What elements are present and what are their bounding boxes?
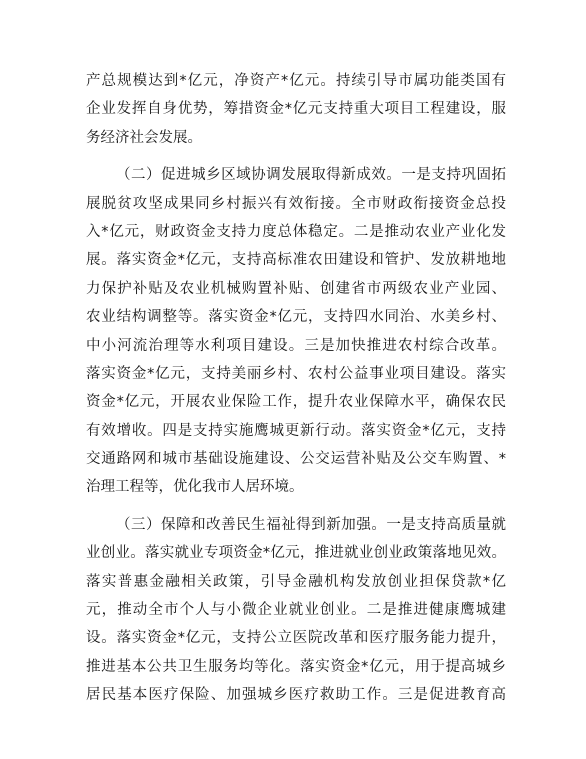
text-line: 居民基本医疗保险、加强城乡医疗救助工作。三是促进教育高 bbox=[86, 687, 506, 704]
text-line: 元，推动全市个人与小微企业就业创业。二是推进健康鹰城建 bbox=[86, 602, 506, 619]
text-line: 治理工程等，优化我市人居环境。 bbox=[86, 479, 304, 496]
paragraph-3 bbox=[86, 511, 506, 710]
paragraph-spacing bbox=[86, 502, 506, 511]
text-line: 推进基本公共卫生服务均等化。落实资金*亿元，用于提高城乡 bbox=[86, 658, 506, 675]
text-line: 业创业。落实就业专项资金*亿元，推进就业创业政策落地见效。 bbox=[86, 545, 506, 562]
text-line: 力保护补贴及农业机械购置补贴、创建省市两级农业产业园、 bbox=[86, 280, 506, 297]
text-line: 展。落实资金*亿元，支持高标准农田建设和管护、发放耕地地 bbox=[86, 252, 506, 269]
paragraph-1 bbox=[86, 67, 506, 152]
text-line: 入*亿元，财政资金支持力度总体稳定。二是推动农业产业化发 bbox=[86, 223, 506, 240]
text-line: 务经济社会发展。 bbox=[86, 129, 202, 146]
text-line: 企业发挥自身优势，筹措资金*亿元支持重大项目工程建设，服 bbox=[86, 101, 506, 118]
text-line: 有效增收。四是支持实施鹰城更新行动。落实资金*亿元，支持 bbox=[86, 422, 506, 439]
text-line: 交通路网和城市基础设施建设、公交运营补贴及公交车购置、* bbox=[86, 451, 506, 468]
text-line: 落实资金*亿元，支持美丽乡村、农村公益事业项目建设。落实 bbox=[86, 365, 506, 382]
text-line: 农业结构调整等。落实资金*亿元，支持四水同治、水美乡村、 bbox=[86, 309, 506, 326]
section-heading-line: （三）保障和改善民生福祉得到新加强。一是支持高质量就 bbox=[116, 516, 506, 533]
text-line: 落实普惠金融相关政策，引导金融机构发放创业担保贷款*亿 bbox=[86, 573, 506, 590]
body-text bbox=[86, 67, 506, 710]
section-heading-line: （二）促进城乡区域协调发展取得新成效。一是支持巩固拓 bbox=[116, 167, 506, 184]
paragraph-2 bbox=[86, 161, 506, 502]
text-line: 产总规模达到*亿元，净资产*亿元。持续引导市属功能类国有 bbox=[86, 73, 506, 89]
text-line: 中小河流治理等水利项目建设。三是加快推进农村综合改革。 bbox=[86, 337, 506, 354]
text-line: 资金*亿元，开展农业保险工作，提升农业保障水平，确保农民 bbox=[86, 394, 506, 411]
text-line: 展脱贫攻坚成果同乡村振兴有效衔接。全市财政衔接资金总投 bbox=[86, 195, 506, 212]
text-line: 设。落实资金*亿元，支持公立医院改革和医疗服务能力提升， bbox=[86, 630, 506, 647]
paragraph-spacing bbox=[86, 152, 506, 161]
